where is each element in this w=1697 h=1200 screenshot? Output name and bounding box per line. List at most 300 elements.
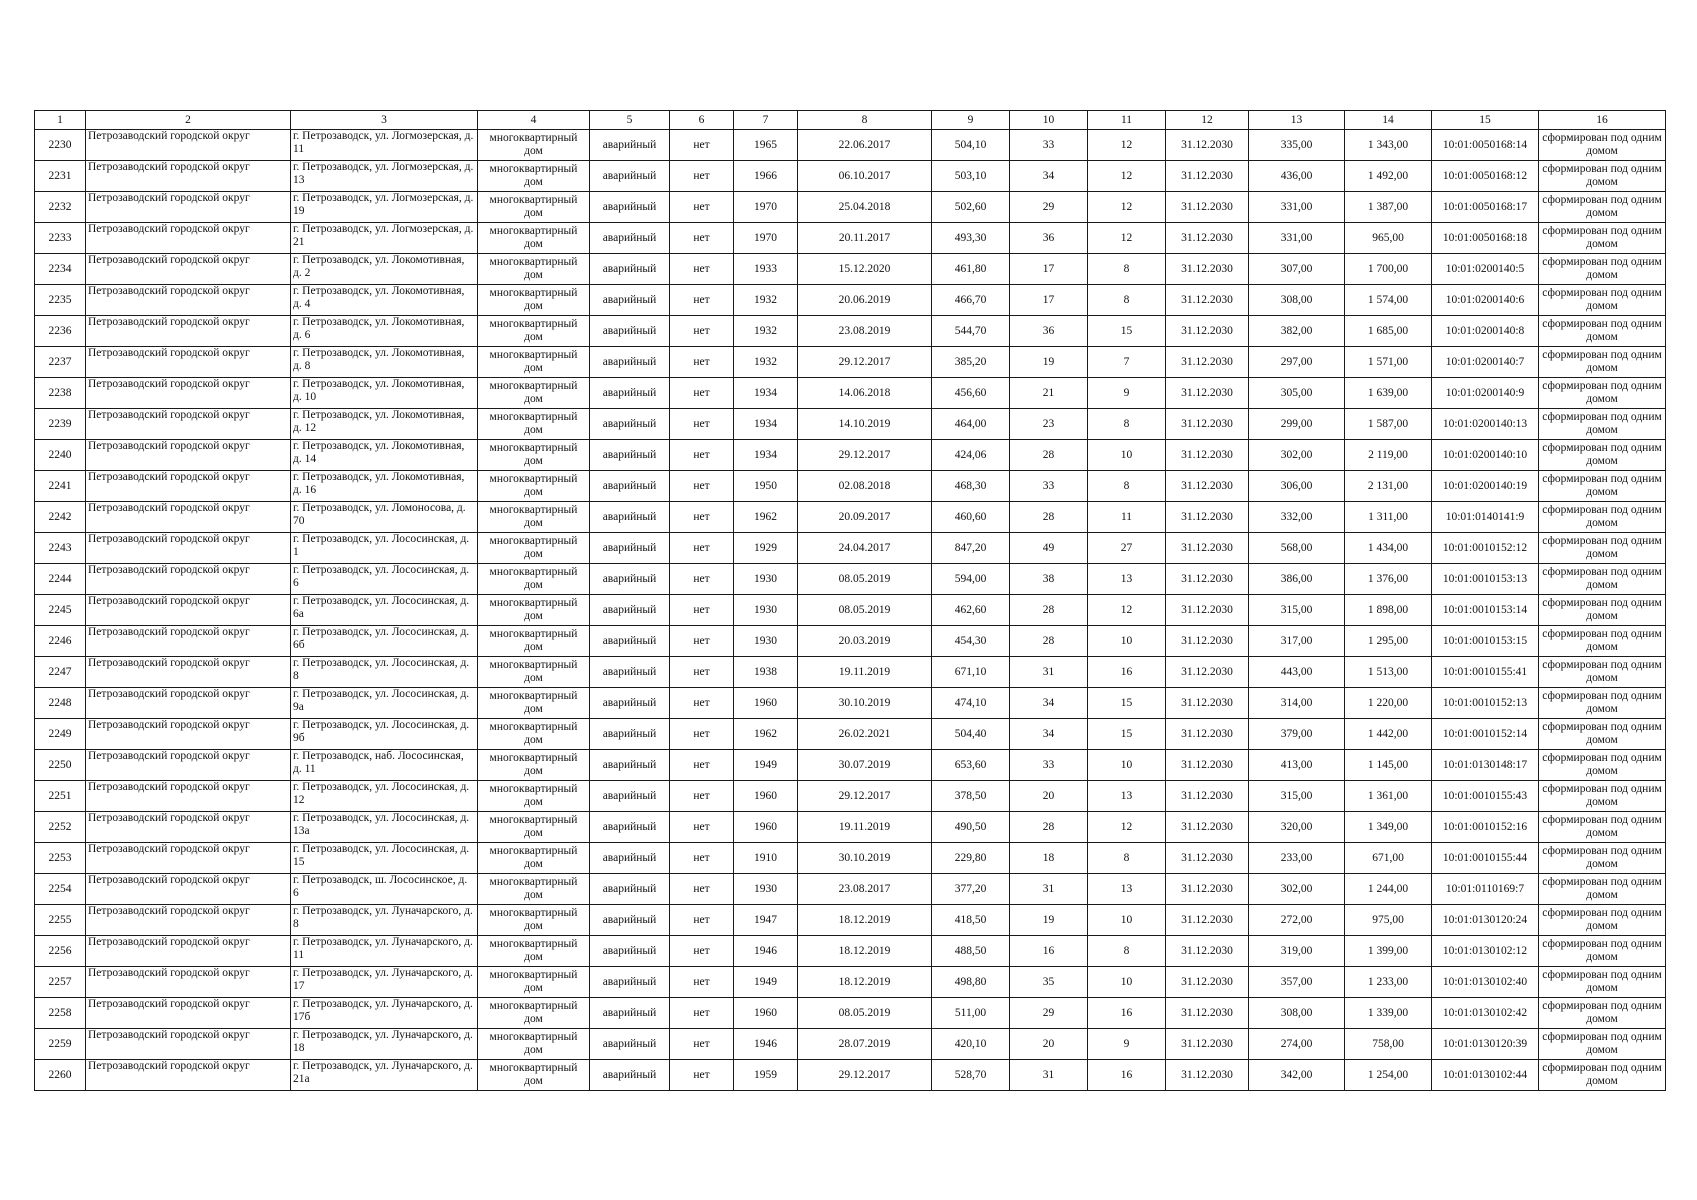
cell-condition: аварийный [590,905,670,936]
cell-building-type: многоквартирный дом [478,285,590,316]
cell-municipality: Петрозаводский городской округ [86,657,291,688]
cell-cost-value: 314,00 [1249,688,1345,719]
cell-planned-date: 31.12.2030 [1166,1060,1249,1091]
cell-building-type: многоквартирный дом [478,657,590,688]
cell-total-area: 493,30 [932,223,1010,254]
table-row [35,1029,1666,1060]
cell-apartments-count: 8 [1088,409,1166,440]
cell-apartments-count: 10 [1088,967,1166,998]
cell-recognition-date: 28.07.2019 [798,1029,932,1060]
housing-registry-table [34,110,1666,1091]
cell-cadastral-number: 10:01:0010155:41 [1432,657,1539,688]
cell-building-type: многоквартирный дом [478,688,590,719]
cell-land-plot-status: сформирован под одним домом [1539,1029,1666,1060]
cell-apartments-count: 10 [1088,626,1166,657]
cell-total-area: 504,10 [932,130,1010,161]
cell-year-built: 1960 [734,998,798,1029]
cell-cost-value: 386,00 [1249,564,1345,595]
cell-residents-count: 34 [1010,719,1088,750]
column-header-12: 12 [1166,111,1249,130]
cell-condition: аварийный [590,409,670,440]
cell-building-type: многоквартирный дом [478,812,590,843]
cell-cost-value: 305,00 [1249,378,1345,409]
cell-recognition-date: 29.12.2017 [798,347,932,378]
cell-building-type: многоквартирный дом [478,905,590,936]
cell-cost-value: 315,00 [1249,781,1345,812]
cell-address: г. Петрозаводск, ул. Лососинская, д. 6 [291,564,478,595]
cell-apartments-count: 8 [1088,254,1166,285]
cell-land-plot-status: сформирован под одним домом [1539,874,1666,905]
cell-cost-per-unit: 1 685,00 [1345,316,1432,347]
cell-cost-value: 297,00 [1249,347,1345,378]
cell-cost-value: 306,00 [1249,471,1345,502]
cell-planned-date: 31.12.2030 [1166,874,1249,905]
cell-land-plot-status: сформирован под одним домом [1539,347,1666,378]
cell-cadastral-number: 10:01:0050168:17 [1432,192,1539,223]
cell-apartments-count: 10 [1088,905,1166,936]
cell-year-built: 1930 [734,874,798,905]
cell-building-type: многоквартирный дом [478,440,590,471]
cell-building-type: многоквартирный дом [478,1060,590,1091]
cell-apartments-count: 12 [1088,223,1166,254]
cell-condition: аварийный [590,1060,670,1091]
cell-residents-count: 38 [1010,564,1088,595]
cell-planned-date: 31.12.2030 [1166,533,1249,564]
cell-recognition-date: 20.09.2017 [798,502,932,533]
cell-address: г. Петрозаводск, ул. Луначарского, д. 8 [291,905,478,936]
cell-municipality: Петрозаводский городской округ [86,223,291,254]
cell-land-plot-status: сформирован под одним домом [1539,161,1666,192]
cell-condition: аварийный [590,192,670,223]
cell-recognition-date: 08.05.2019 [798,564,932,595]
cell-municipality: Петрозаводский городской округ [86,285,291,316]
cell-planned-date: 31.12.2030 [1166,781,1249,812]
cell-recognition-date: 22.06.2017 [798,130,932,161]
cell-apartments-count: 11 [1088,502,1166,533]
cell-address: г. Петрозаводск, ул. Лососинская, д. 9б [291,719,478,750]
cell-cadastral-number: 10:01:0130102:12 [1432,936,1539,967]
table-row [35,502,1666,533]
table-row [35,750,1666,781]
cell-cost-value: 317,00 [1249,626,1345,657]
cell-cadastral-number: 10:01:0010155:44 [1432,843,1539,874]
cell-flag: нет [670,750,734,781]
cell-total-area: 544,70 [932,316,1010,347]
cell-flag: нет [670,316,734,347]
cell-cadastral-number: 10:01:0130148:17 [1432,750,1539,781]
cell-flag: нет [670,564,734,595]
cell-cadastral-number: 10:01:0130120:39 [1432,1029,1539,1060]
cell-municipality: Петрозаводский городской округ [86,378,291,409]
cell-condition: аварийный [590,564,670,595]
table-header [35,111,1666,130]
cell-recognition-date: 18.12.2019 [798,967,932,998]
cell-flag: нет [670,378,734,409]
cell-residents-count: 23 [1010,409,1088,440]
cell-cost-per-unit: 2 131,00 [1345,471,1432,502]
cell-cadastral-number: 10:01:0010155:43 [1432,781,1539,812]
cell-condition: аварийный [590,161,670,192]
cell-apartments-count: 13 [1088,564,1166,595]
cell-municipality: Петрозаводский городской округ [86,595,291,626]
cell-year-built: 1962 [734,502,798,533]
cell-row-number: 2245 [35,595,86,626]
cell-planned-date: 31.12.2030 [1166,626,1249,657]
cell-land-plot-status: сформирован под одним домом [1539,967,1666,998]
cell-row-number: 2230 [35,130,86,161]
cell-building-type: многоквартирный дом [478,936,590,967]
cell-total-area: 456,60 [932,378,1010,409]
cell-apartments-count: 8 [1088,471,1166,502]
cell-address: г. Петрозаводск, ул. Логмозерская, д. 19 [291,192,478,223]
cell-land-plot-status: сформирован под одним домом [1539,688,1666,719]
cell-recognition-date: 18.12.2019 [798,936,932,967]
cell-condition: аварийный [590,533,670,564]
cell-apartments-count: 10 [1088,750,1166,781]
cell-row-number: 2240 [35,440,86,471]
cell-total-area: 504,40 [932,719,1010,750]
cell-cost-per-unit: 1 700,00 [1345,254,1432,285]
cell-flag: нет [670,719,734,750]
cell-row-number: 2259 [35,1029,86,1060]
cell-residents-count: 18 [1010,843,1088,874]
cell-address: г. Петрозаводск, ул. Локомотивная, д. 14 [291,440,478,471]
cell-flag: нет [670,161,734,192]
cell-planned-date: 31.12.2030 [1166,285,1249,316]
cell-flag: нет [670,409,734,440]
cell-land-plot-status: сформирован под одним домом [1539,905,1666,936]
cell-condition: аварийный [590,719,670,750]
column-header-3: 3 [291,111,478,130]
cell-cost-value: 413,00 [1249,750,1345,781]
cell-row-number: 2257 [35,967,86,998]
cell-cost-per-unit: 1 434,00 [1345,533,1432,564]
cell-residents-count: 28 [1010,812,1088,843]
cell-address: г. Петрозаводск, наб. Лососинская, д. 11 [291,750,478,781]
cell-residents-count: 29 [1010,998,1088,1029]
cell-land-plot-status: сформирован под одним домом [1539,564,1666,595]
cell-land-plot-status: сформирован под одним домом [1539,409,1666,440]
cell-cost-value: 357,00 [1249,967,1345,998]
cell-building-type: многоквартирный дом [478,161,590,192]
cell-address: г. Петрозаводск, ул. Локомотивная, д. 6 [291,316,478,347]
cell-flag: нет [670,998,734,1029]
cell-cost-per-unit: 1 254,00 [1345,1060,1432,1091]
table-row [35,967,1666,998]
cell-planned-date: 31.12.2030 [1166,998,1249,1029]
cell-year-built: 1946 [734,936,798,967]
cell-municipality: Петрозаводский городской округ [86,409,291,440]
column-header-8: 8 [798,111,932,130]
cell-cost-per-unit: 1 343,00 [1345,130,1432,161]
cell-flag: нет [670,967,734,998]
cell-flag: нет [670,626,734,657]
table-row [35,657,1666,688]
cell-planned-date: 31.12.2030 [1166,936,1249,967]
cell-recognition-date: 25.04.2018 [798,192,932,223]
cell-building-type: многоквартирный дом [478,595,590,626]
cell-address: г. Петрозаводск, ул. Локомотивная, д. 16 [291,471,478,502]
cell-municipality: Петрозаводский городской округ [86,471,291,502]
cell-address: г. Петрозаводск, ул. Лососинская, д. 1 [291,533,478,564]
cell-residents-count: 21 [1010,378,1088,409]
cell-residents-count: 31 [1010,1060,1088,1091]
cell-cost-per-unit: 1 145,00 [1345,750,1432,781]
cell-apartments-count: 15 [1088,688,1166,719]
table-row [35,223,1666,254]
cell-land-plot-status: сформирован под одним домом [1539,471,1666,502]
cell-land-plot-status: сформирован под одним домом [1539,130,1666,161]
cell-land-plot-status: сформирован под одним домом [1539,998,1666,1029]
cell-building-type: многоквартирный дом [478,564,590,595]
cell-year-built: 1970 [734,192,798,223]
table-row [35,161,1666,192]
cell-flag: нет [670,688,734,719]
cell-cadastral-number: 10:01:0010153:15 [1432,626,1539,657]
cell-apartments-count: 12 [1088,192,1166,223]
cell-land-plot-status: сформирован под одним домом [1539,812,1666,843]
cell-condition: аварийный [590,130,670,161]
cell-municipality: Петрозаводский городской округ [86,440,291,471]
cell-cost-value: 308,00 [1249,285,1345,316]
cell-building-type: многоквартирный дом [478,502,590,533]
cell-municipality: Петрозаводский городской округ [86,254,291,285]
cell-total-area: 418,50 [932,905,1010,936]
cell-condition: аварийный [590,657,670,688]
cell-cost-per-unit: 965,00 [1345,223,1432,254]
cell-year-built: 1947 [734,905,798,936]
cell-apartments-count: 7 [1088,347,1166,378]
cell-flag: нет [670,192,734,223]
cell-cost-per-unit: 1 361,00 [1345,781,1432,812]
column-header-15: 15 [1432,111,1539,130]
cell-address: г. Петрозаводск, ул. Ломоносова, д. 70 [291,502,478,533]
cell-total-area: 420,10 [932,1029,1010,1060]
cell-cost-value: 299,00 [1249,409,1345,440]
cell-building-type: многоквартирный дом [478,254,590,285]
cell-condition: аварийный [590,440,670,471]
table-row [35,130,1666,161]
cell-planned-date: 31.12.2030 [1166,316,1249,347]
cell-recognition-date: 29.12.2017 [798,440,932,471]
cell-cadastral-number: 10:01:0140141:9 [1432,502,1539,533]
cell-recognition-date: 20.06.2019 [798,285,932,316]
cell-condition: аварийный [590,285,670,316]
cell-apartments-count: 8 [1088,936,1166,967]
cell-residents-count: 31 [1010,874,1088,905]
cell-condition: аварийный [590,967,670,998]
cell-land-plot-status: сформирован под одним домом [1539,1060,1666,1091]
cell-planned-date: 31.12.2030 [1166,502,1249,533]
cell-municipality: Петрозаводский городской округ [86,192,291,223]
cell-land-plot-status: сформирован под одним домом [1539,750,1666,781]
cell-flag: нет [670,843,734,874]
cell-total-area: 464,00 [932,409,1010,440]
cell-recognition-date: 19.11.2019 [798,812,932,843]
cell-address: г. Петрозаводск, ул. Лососинская, д. 8 [291,657,478,688]
cell-land-plot-status: сформирован под одним домом [1539,440,1666,471]
cell-address: г. Петрозаводск, ул. Луначарского, д. 17 [291,967,478,998]
cell-year-built: 1910 [734,843,798,874]
cell-planned-date: 31.12.2030 [1166,967,1249,998]
cell-building-type: многоквартирный дом [478,967,590,998]
cell-total-area: 653,60 [932,750,1010,781]
cell-recognition-date: 30.10.2019 [798,843,932,874]
cell-address: г. Петрозаводск, ш. Лососинское, д. 6 [291,874,478,905]
cell-address: г. Петрозаводск, ул. Логмозерская, д. 11 [291,130,478,161]
table-row [35,688,1666,719]
cell-cost-value: 443,00 [1249,657,1345,688]
cell-building-type: многоквартирный дом [478,998,590,1029]
cell-cost-value: 308,00 [1249,998,1345,1029]
cell-condition: аварийный [590,316,670,347]
cell-total-area: 474,10 [932,688,1010,719]
cell-total-area: 377,20 [932,874,1010,905]
cell-recognition-date: 26.02.2021 [798,719,932,750]
cell-recognition-date: 30.10.2019 [798,688,932,719]
cell-cost-per-unit: 1 295,00 [1345,626,1432,657]
cell-apartments-count: 13 [1088,874,1166,905]
cell-row-number: 2255 [35,905,86,936]
cell-address: г. Петрозаводск, ул. Луначарского, д. 18 [291,1029,478,1060]
cell-cost-per-unit: 1 233,00 [1345,967,1432,998]
cell-flag: нет [670,440,734,471]
table-row [35,905,1666,936]
cell-land-plot-status: сформирован под одним домом [1539,657,1666,688]
cell-cadastral-number: 10:01:0050168:12 [1432,161,1539,192]
cell-planned-date: 31.12.2030 [1166,378,1249,409]
cell-cadastral-number: 10:01:0130120:24 [1432,905,1539,936]
cell-row-number: 2233 [35,223,86,254]
cell-cost-per-unit: 1 311,00 [1345,502,1432,533]
cell-land-plot-status: сформирован под одним домом [1539,378,1666,409]
cell-address: г. Петрозаводск, ул. Лососинская, д. 13а [291,812,478,843]
cell-cost-per-unit: 1 442,00 [1345,719,1432,750]
cell-cost-per-unit: 1 587,00 [1345,409,1432,440]
cell-recognition-date: 23.08.2017 [798,874,932,905]
cell-residents-count: 34 [1010,161,1088,192]
cell-cost-value: 382,00 [1249,316,1345,347]
cell-recognition-date: 30.07.2019 [798,750,932,781]
cell-building-type: многоквартирный дом [478,750,590,781]
cell-cost-value: 332,00 [1249,502,1345,533]
cell-cost-per-unit: 1 349,00 [1345,812,1432,843]
cell-cadastral-number: 10:01:0110169:7 [1432,874,1539,905]
cell-cadastral-number: 10:01:0200140:13 [1432,409,1539,440]
cell-building-type: многоквартирный дом [478,192,590,223]
cell-address: г. Петрозаводск, ул. Лососинская, д. 12 [291,781,478,812]
cell-address: г. Петрозаводск, ул. Лососинская, д. 6б [291,626,478,657]
table-row [35,1060,1666,1091]
cell-total-area: 488,50 [932,936,1010,967]
cell-total-area: 528,70 [932,1060,1010,1091]
cell-address: г. Петрозаводск, ул. Лососинская, д. 6а [291,595,478,626]
table-row [35,378,1666,409]
table-row [35,936,1666,967]
cell-year-built: 1938 [734,657,798,688]
cell-condition: аварийный [590,781,670,812]
cell-cost-value: 302,00 [1249,874,1345,905]
cell-year-built: 1959 [734,1060,798,1091]
cell-row-number: 2241 [35,471,86,502]
cell-address: г. Петрозаводск, ул. Логмозерская, д. 21 [291,223,478,254]
cell-address: г. Петрозаводск, ул. Локомотивная, д. 12 [291,409,478,440]
cell-planned-date: 31.12.2030 [1166,130,1249,161]
cell-cost-value: 331,00 [1249,192,1345,223]
cell-residents-count: 36 [1010,223,1088,254]
cell-building-type: многоквартирный дом [478,874,590,905]
cell-condition: аварийный [590,936,670,967]
cell-land-plot-status: сформирован под одним домом [1539,843,1666,874]
cell-municipality: Петрозаводский городской округ [86,936,291,967]
cell-cadastral-number: 10:01:0130102:42 [1432,998,1539,1029]
cell-residents-count: 20 [1010,1029,1088,1060]
cell-flag: нет [670,657,734,688]
cell-land-plot-status: сформирован под одним домом [1539,316,1666,347]
cell-year-built: 1946 [734,1029,798,1060]
cell-condition: аварийный [590,378,670,409]
cell-condition: аварийный [590,595,670,626]
cell-condition: аварийный [590,750,670,781]
cell-cadastral-number: 10:01:0010152:14 [1432,719,1539,750]
cell-cost-per-unit: 1 339,00 [1345,998,1432,1029]
cell-cost-per-unit: 2 119,00 [1345,440,1432,471]
cell-flag: нет [670,254,734,285]
cell-municipality: Петрозаводский городской округ [86,874,291,905]
cell-residents-count: 49 [1010,533,1088,564]
cell-address: г. Петрозаводск, ул. Локомотивная, д. 4 [291,285,478,316]
cell-municipality: Петрозаводский городской округ [86,564,291,595]
cell-flag: нет [670,1060,734,1091]
cell-building-type: многоквартирный дом [478,1029,590,1060]
cell-cadastral-number: 10:01:0200140:9 [1432,378,1539,409]
cell-cadastral-number: 10:01:0010152:16 [1432,812,1539,843]
cell-cadastral-number: 10:01:0010152:13 [1432,688,1539,719]
cell-residents-count: 35 [1010,967,1088,998]
cell-address: г. Петрозаводск, ул. Лососинская, д. 15 [291,843,478,874]
table-row [35,440,1666,471]
cell-row-number: 2260 [35,1060,86,1091]
cell-municipality: Петрозаводский городской округ [86,626,291,657]
table-body [35,130,1666,1091]
cell-total-area: 490,50 [932,812,1010,843]
cell-year-built: 1930 [734,564,798,595]
cell-planned-date: 31.12.2030 [1166,223,1249,254]
column-header-11: 11 [1088,111,1166,130]
cell-land-plot-status: сформирован под одним домом [1539,254,1666,285]
cell-flag: нет [670,905,734,936]
cell-row-number: 2254 [35,874,86,905]
cell-condition: аварийный [590,223,670,254]
table-row [35,626,1666,657]
cell-address: г. Петрозаводск, ул. Луначарского, д. 17б [291,998,478,1029]
cell-municipality: Петрозаводский городской округ [86,1060,291,1091]
cell-cadastral-number: 10:01:0130102:40 [1432,967,1539,998]
cell-total-area: 385,20 [932,347,1010,378]
cell-condition: аварийный [590,471,670,502]
cell-residents-count: 28 [1010,502,1088,533]
cell-cost-value: 319,00 [1249,936,1345,967]
cell-planned-date: 31.12.2030 [1166,812,1249,843]
cell-total-area: 498,80 [932,967,1010,998]
cell-address: г. Петрозаводск, ул. Логмозерская, д. 13 [291,161,478,192]
cell-condition: аварийный [590,688,670,719]
cell-condition: аварийный [590,812,670,843]
cell-flag: нет [670,130,734,161]
cell-recognition-date: 20.03.2019 [798,626,932,657]
cell-total-area: 229,80 [932,843,1010,874]
cell-flag: нет [670,874,734,905]
